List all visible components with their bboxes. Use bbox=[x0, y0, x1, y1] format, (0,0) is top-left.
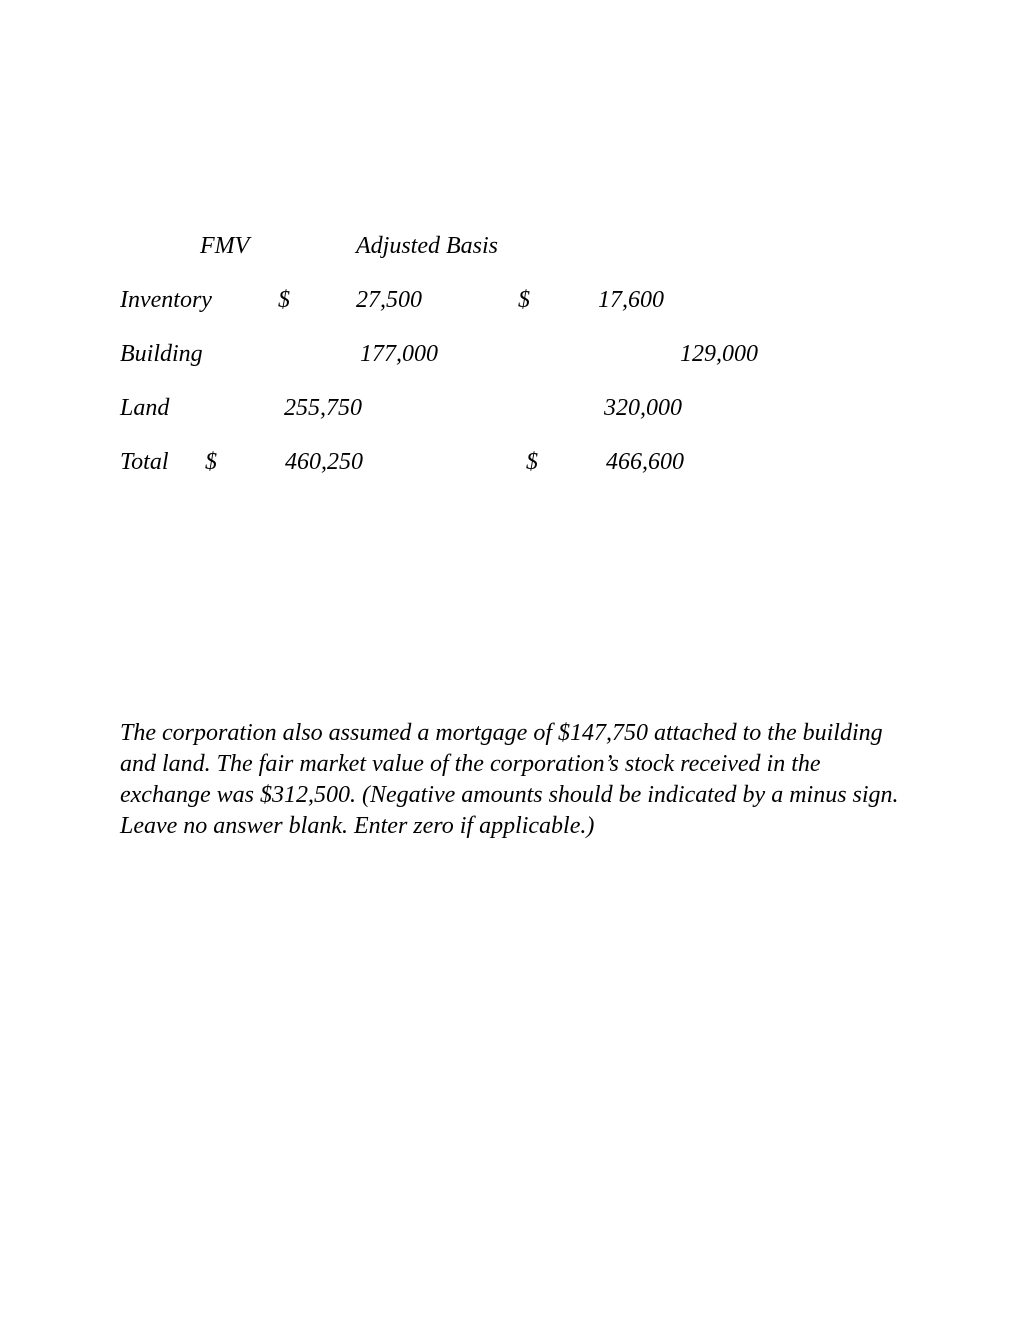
header-adjusted-basis: Adjusted Basis bbox=[356, 233, 498, 259]
basis-currency: $ bbox=[526, 449, 538, 475]
basis-value: 320,000 bbox=[604, 395, 682, 421]
fmv-value: 460,250 bbox=[285, 449, 363, 475]
row-label: Building bbox=[120, 341, 203, 367]
header-fmv: FMV bbox=[200, 233, 250, 259]
basis-value: 129,000 bbox=[680, 341, 758, 367]
fmv-value: 177,000 bbox=[360, 341, 438, 367]
fmv-currency: $ bbox=[205, 449, 217, 475]
basis-value: 17,600 bbox=[598, 287, 664, 313]
row-label: Inventory bbox=[120, 287, 212, 313]
instruction-paragraph: The corporation also assumed a mortgage of $147,750 attached to the building and land. The fair market value of the corporation’s stock received in the exchange was $312,500. (Negative amounts should be indicated by a minus sign. Leave no answer blank. Enter zero if applicable.) bbox=[120, 720, 899, 839]
row-label: Land bbox=[120, 395, 170, 421]
basis-currency: $ bbox=[518, 287, 530, 313]
basis-value: 466,600 bbox=[606, 449, 684, 475]
fmv-currency: $ bbox=[278, 287, 290, 313]
fmv-value: 255,750 bbox=[284, 395, 362, 421]
fmv-value: 27,500 bbox=[356, 287, 422, 313]
row-label: Total bbox=[120, 449, 169, 475]
